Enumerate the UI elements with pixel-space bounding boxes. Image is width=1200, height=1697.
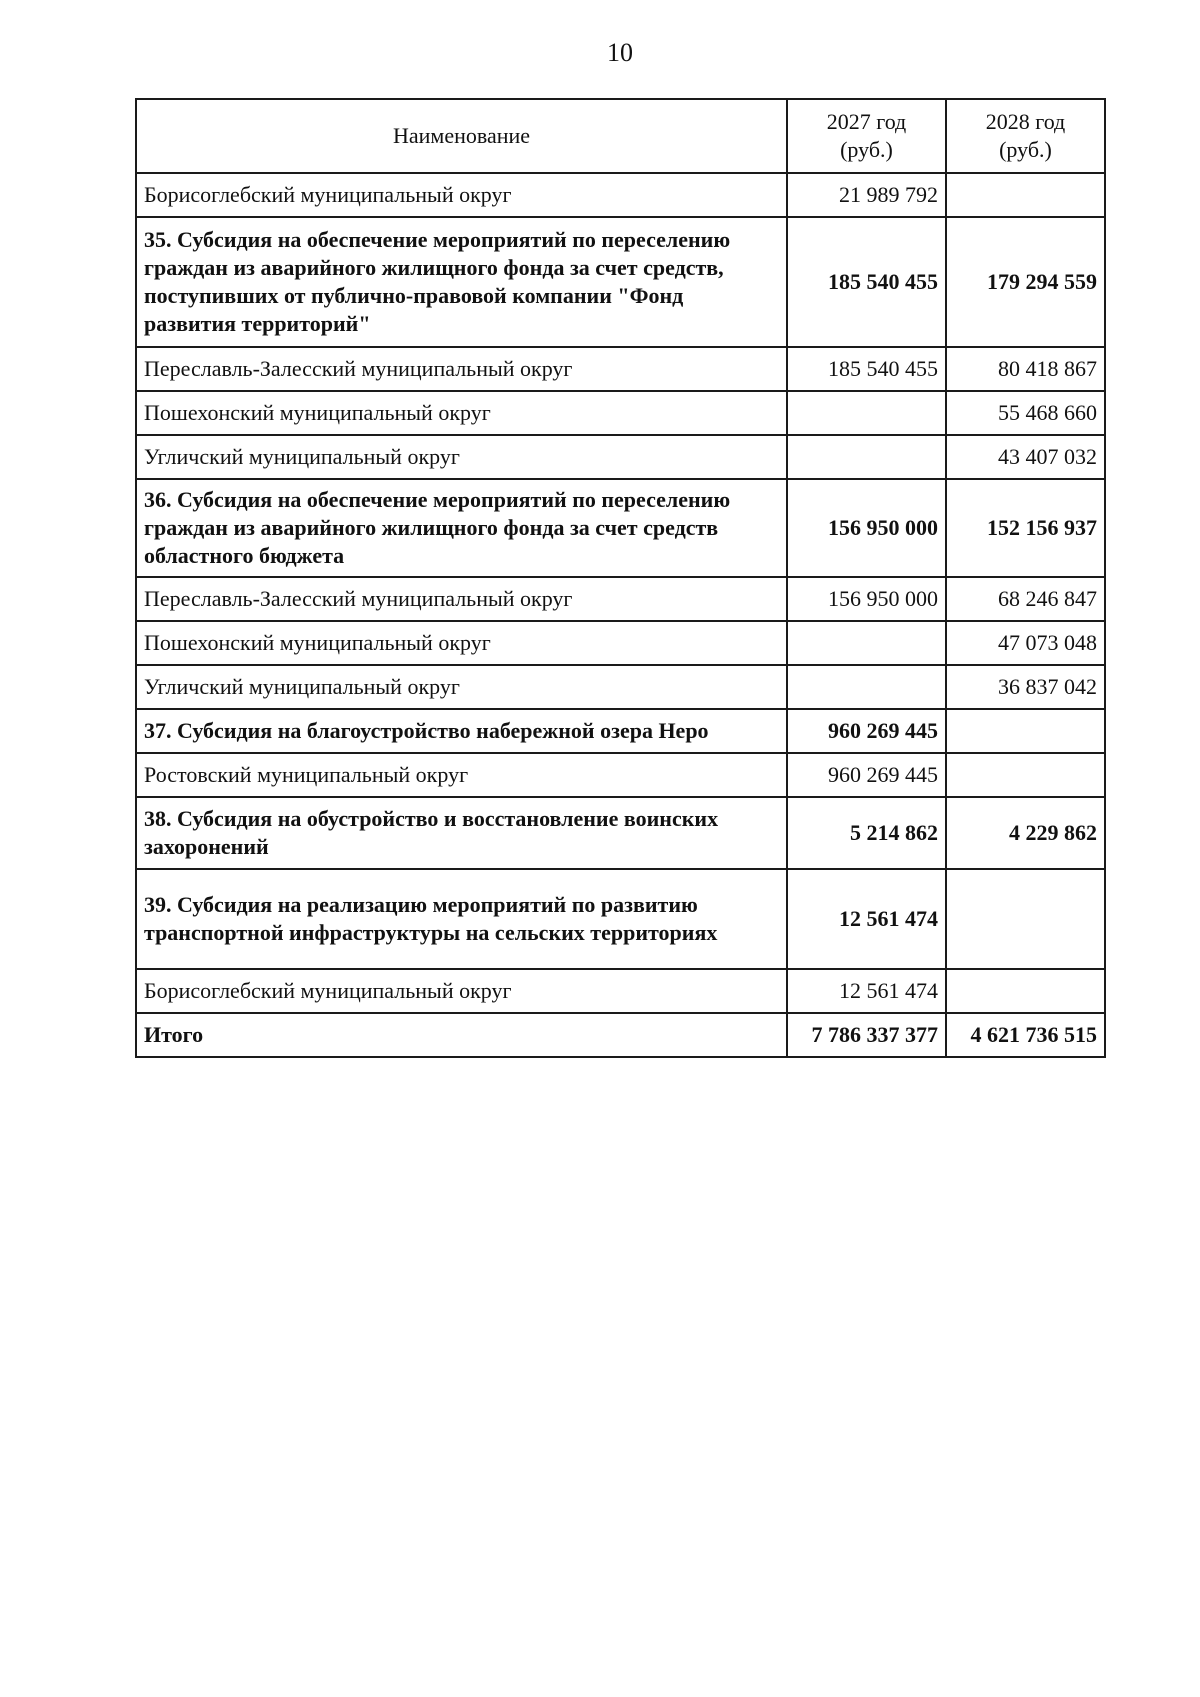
row-name: Ростовский муниципальный округ xyxy=(136,753,787,797)
row-value-2028 xyxy=(946,753,1105,797)
section-name: 35. Субсидия на обеспечение мероприятий по переселению граждан из аварийного жилищного фонда за счет средств, поступивших от публично-правовой компании "Фонд развития территорий" xyxy=(136,217,787,347)
table-row xyxy=(136,347,1105,391)
table-section-row xyxy=(136,479,1105,577)
total-value-2027: 7 786 337 377 xyxy=(787,1013,946,1057)
section-value-2028 xyxy=(946,709,1105,753)
section-value-2028 xyxy=(946,869,1105,969)
row-value-2028: 36 837 042 xyxy=(946,665,1105,709)
table-section-row xyxy=(136,217,1105,347)
table-row xyxy=(136,665,1105,709)
row-value-2027: 12 561 474 xyxy=(787,969,946,1013)
row-value-2028: 55 468 660 xyxy=(946,391,1105,435)
table-row xyxy=(136,753,1105,797)
row-value-2027: 156 950 000 xyxy=(787,577,946,621)
header-year-2027-unit: (руб.) xyxy=(840,137,893,162)
row-name: Борисоглебский муниципальный округ xyxy=(136,173,787,217)
row-value-2028 xyxy=(946,173,1105,217)
section-name: 39. Субсидия на реализацию мероприятий по развитию транспортной инфраструктуры на сельских территориях xyxy=(136,869,787,969)
row-value-2028: 47 073 048 xyxy=(946,621,1105,665)
section-name: 37. Субсидия на благоустройство набережной озера Неро xyxy=(136,709,787,753)
section-value-2028: 152 156 937 xyxy=(946,479,1105,577)
row-value-2028 xyxy=(946,969,1105,1013)
row-value-2028: 68 246 847 xyxy=(946,577,1105,621)
row-name: Переславль-Залесский муниципальный округ xyxy=(136,347,787,391)
header-name: Наименование xyxy=(136,99,787,173)
row-value-2027: 960 269 445 xyxy=(787,753,946,797)
row-value-2027: 185 540 455 xyxy=(787,347,946,391)
section-name: 38. Субсидия на обустройство и восстановление воинских захоронений xyxy=(136,797,787,869)
row-name: Пошехонский муниципальный округ xyxy=(136,391,787,435)
table-row xyxy=(136,621,1105,665)
budget-table xyxy=(135,98,1106,1058)
section-name: 36. Субсидия на обеспечение мероприятий по переселению граждан из аварийного жилищного фонда за счет средств областного бюджета xyxy=(136,479,787,577)
table-section-row xyxy=(136,709,1105,753)
row-name: Угличский муниципальный округ xyxy=(136,435,787,479)
row-name: Борисоглебский муниципальный округ xyxy=(136,969,787,1013)
row-value-2027 xyxy=(787,435,946,479)
total-value-2028: 4 621 736 515 xyxy=(946,1013,1105,1057)
row-value-2027: 21 989 792 xyxy=(787,173,946,217)
table-total-row xyxy=(136,1013,1105,1057)
row-name: Пошехонский муниципальный округ xyxy=(136,621,787,665)
header-year-2028-label: 2028 год xyxy=(985,109,1066,134)
table-section-row xyxy=(136,869,1105,969)
header-year-2027-label: 2027 год xyxy=(826,109,907,134)
header-year-2028 xyxy=(946,99,1105,173)
header-year-2028-unit: (руб.) xyxy=(999,137,1052,162)
row-name: Переславль-Залесский муниципальный округ xyxy=(136,577,787,621)
table-row xyxy=(136,391,1105,435)
row-value-2028: 80 418 867 xyxy=(946,347,1105,391)
section-value-2027: 960 269 445 xyxy=(787,709,946,753)
table-section-row xyxy=(136,797,1105,869)
table-row xyxy=(136,577,1105,621)
section-value-2027: 5 214 862 xyxy=(787,797,946,869)
section-value-2027: 156 950 000 xyxy=(787,479,946,577)
section-value-2027: 12 561 474 xyxy=(787,869,946,969)
header-year-2027 xyxy=(787,99,946,173)
section-value-2028: 4 229 862 xyxy=(946,797,1105,869)
total-label: Итого xyxy=(136,1013,787,1057)
section-value-2028: 179 294 559 xyxy=(946,217,1105,347)
table-row xyxy=(136,173,1105,217)
row-value-2028: 43 407 032 xyxy=(946,435,1105,479)
table-row xyxy=(136,435,1105,479)
row-value-2027 xyxy=(787,621,946,665)
row-value-2027 xyxy=(787,665,946,709)
table-header-row xyxy=(136,99,1105,173)
page-number: 10 xyxy=(607,38,633,67)
row-name: Угличский муниципальный округ xyxy=(136,665,787,709)
table-row xyxy=(136,969,1105,1013)
row-value-2027 xyxy=(787,391,946,435)
section-value-2027: 185 540 455 xyxy=(787,217,946,347)
